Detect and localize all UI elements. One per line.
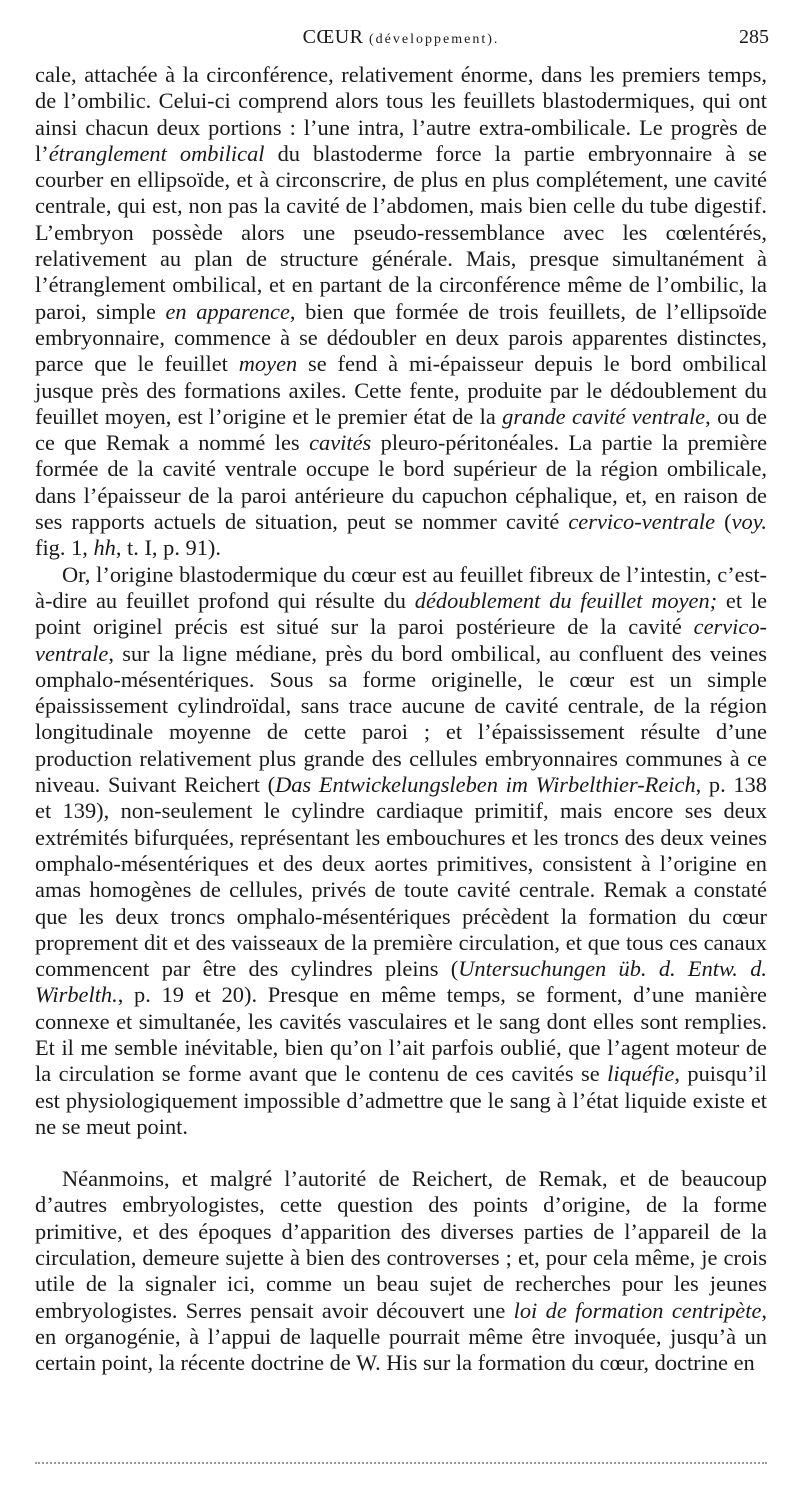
- running-header: [35, 0, 767, 62]
- text-run: du blastoderme force la partie embryonnaire à se courber en ellipsoïde, et à circonscrire, de plus en plus complétement, une cavité centrale, qui est, non pas la cavité de l’abdomen, mais bien celle du tube digestif. L’embryon possède alors une pseudo-ressemblance avec les cœlentérés, relativement au plan de structure générale. Mais, presque simultanément à l’étranglement ombilical, et en partant de la circonférence même de l’ombilic, la paroi, simple: [35, 140, 767, 324]
- italic-text: dédoublement du feuillet moyen;: [414, 587, 718, 613]
- text-run: , bien que formée de trois feuillets, de l’ellipsoïde embryonnaire, commence à se dédoubler en deux parois apparentes distinctes, parce que le feuillet: [35, 298, 767, 377]
- text-run: , en organogénie, à l’appui de laquelle pourrait même être invoquée, jusqu’à un certain point, la récente doctrine de W. His sur la formation du cœur, doctrine en: [35, 1297, 767, 1376]
- text-run: Néanmoins, et malgré l’autorité de Reichert, de Remak, et de beaucoup d’autres embryologistes, cette question des points d’origine, de la forme primitive, et des époques d’apparition des diverses parties de l’appareil de la circulation, demeure sujette à bien des controverses ; et, pour cela même, je crois utile de la signaler ici, comme un beau sujet de recherches pour les jeunes embryologistes. Serres pensait avoir découvert une: [35, 1166, 767, 1323]
- italic-text: Das Entwickelungsleben im Wirbelthier-Reich: [275, 772, 696, 798]
- italic-text: liquéfie: [607, 1061, 675, 1087]
- italic-text: étranglement ombilical: [48, 140, 265, 166]
- italic-text: loi de formation centripète: [513, 1297, 762, 1323]
- text-run: , ou de ce que Remak a nommé les: [35, 403, 767, 456]
- running-title: [35, 26, 767, 49]
- text-run: cale, attachée à la circonférence, relativement énorme, dans les premiers temps, de l’ombilic. Celui-ci comprend alors tous les feuillets blastodermiques, qui ont ainsi chacun deux portions : l’une intra, l’autre extra-ombilicale. Le progrès de l’: [35, 62, 767, 166]
- text-run: , p. 138 et 139), non-seulement le cylindre cardiaque primitif, mais encore ses deux extrémités bifurquées, représentant les embouchures et les troncs des deux veines omphalo-mésentériques et des deux aortes primitives, consistent à l’origine en amas homogènes de cellules, privés de toute cavité centrale. Remak a constaté que les deux troncs omphalo-mésentériques précèdent la formation du cœur proprement dit et des vaisseaux de la première circulation, et que tous ces canaux commencent par être des cylindres pleins (: [35, 772, 767, 982]
- italic-text: cavités: [309, 430, 372, 456]
- italic-text: cervico-ventrale: [568, 509, 716, 535]
- paragraph-spacer: [35, 1140, 767, 1166]
- italic-text: Untersuchungen üb. d. Entw. d. Wirbelth.: [35, 956, 767, 1008]
- text-run: se fend à mi-épaisseur depuis le bord ombilical jusque près des formations axiles. Cette fente, produite par le dédoublement du feuillet moyen, est l’origine et le premier état de la: [35, 351, 767, 429]
- page-number: 285: [739, 26, 769, 48]
- text-run: , p. 19 et 20). Presque en même temps, se forment, d’une manière connexe et simultanée, les cavités vasculaires et le sang dont elles sont remplies. Et il me semble inévitable, bien qu’on l’ait parfois oublié, que l’agent moteur de la circulation se forme avant que le contenu de ces cavités se: [35, 982, 767, 1087]
- page: [35, 0, 769, 1376]
- italic-text: voy.: [731, 509, 767, 535]
- italic-text: grande cavité ventrale: [502, 403, 706, 429]
- paragraph: [35, 62, 767, 562]
- italic-text: en apparence: [165, 298, 290, 324]
- paragraph: [35, 1166, 767, 1376]
- italic-text: moyen: [238, 351, 298, 377]
- text-run: pleuro-péritonéales. La partie la première formée de la cavité ventrale occupe le bord supérieur de la région ombilicale, dans l’épaisseur de la paroi antérieure du capuchon céphalique, et, en raison de ses rapports actuels de situation, peut se nommer cavité: [35, 430, 768, 535]
- footer-rule: [35, 1462, 767, 1464]
- paragraph: [35, 562, 767, 1141]
- running-title-main: CŒUR: [302, 26, 364, 48]
- text-run: (: [715, 509, 732, 535]
- text-run: , sur la ligne médiane, près du bord ombilical, au confluent des veines omphalo-mésentériques. Sous sa forme originelle, le cœur est un simple épaississement cylindroïdal, sans trace aucune de cavité centrale, de la région longitudinale moyenne de cette paroi ; et l’épaississement résulte d’une production relativement plus grande des cellules embryonnaires communes à ce niveau. Suivant Reichert (: [35, 640, 767, 798]
- text-run: fig. 1,: [35, 535, 94, 561]
- text-run: , puisqu’il est physiologiquement impossible d’admettre que le sang à l’état liquide existe et ne se meut point.: [35, 1061, 768, 1139]
- text-run: Or, l’origine blastodermique du cœur est au feuillet fibreux de l’intestin, c’est-à-dire au feuillet profond qui résulte du: [35, 561, 767, 613]
- text-run: et le point originel précis est situé sur la paroi postérieure de la cavité: [35, 587, 768, 640]
- body-text: [35, 62, 767, 1377]
- italic-text: hh: [93, 535, 116, 561]
- text-run: , t. I, p. 91).: [115, 535, 221, 561]
- running-title-sub: (développement).: [369, 32, 500, 47]
- italic-text: cervico-ventrale: [35, 614, 767, 666]
